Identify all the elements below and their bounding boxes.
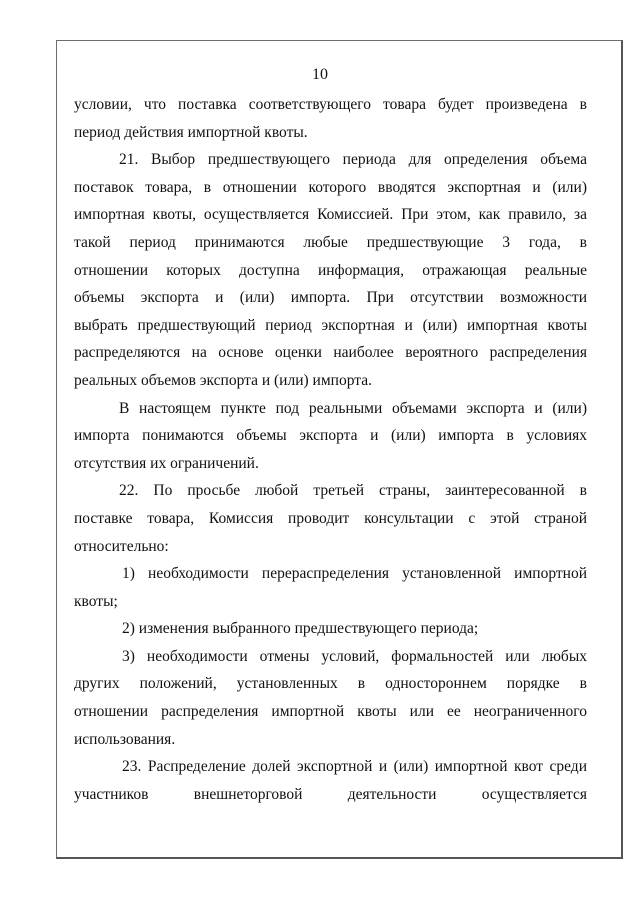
text-line: выбрать предшествующий период экспортная и (или) импортная квоты [74, 316, 587, 334]
text-line: период действия импортной квоты. [74, 123, 308, 141]
text-line: относительно: [74, 537, 169, 555]
page-number: 10 [312, 66, 328, 83]
document-body [74, 91, 587, 808]
text-line: поставке товара, Комиссия проводит консультации с этой страной [74, 509, 587, 527]
list-item-3: 3) необходимости отмены условий, формальностей или любых [122, 647, 587, 665]
text-line: использования. [74, 730, 176, 748]
text-line: отсутствия их ограничений. [74, 454, 259, 472]
paragraph-definition-start: В настоящем пункте под реальными объемами экспорта и (или) [119, 399, 587, 417]
paragraph-23-start: 23. Распределение долей экспортной и (или) импортной квот среди [122, 758, 587, 776]
paragraph-21-start: 21. Выбор предшествующего периода для определения объема [119, 151, 587, 169]
text-line: других положений, установленных в одностороннем порядке в [74, 675, 587, 693]
text-line: импорта понимаются объемы экспорта и (или) импорта в условиях [74, 427, 587, 445]
paragraph-22-start: 22. По просьбе любой третьей страны, заинтересованной в [119, 482, 587, 500]
text-line: такой период принимаются любые предшествующие 3 года, в [74, 233, 587, 251]
text-line: условии, что поставка соответствующего товара будет произведена в [74, 96, 587, 113]
text-line: импортная квоты, осуществляется Комиссией. При этом, как правило, за [74, 206, 587, 224]
list-item-2: 2) изменения выбранного предшествующего периода; [122, 620, 479, 638]
list-item-1: 1) необходимости перераспределения установленной импортной [122, 565, 587, 583]
text-line: отношении которых доступна информация, отражающая реальные [74, 261, 587, 279]
text-line: реальных объемов экспорта и (или) импорта. [74, 371, 372, 389]
text-line: поставок товара, в отношении которого вводятся экспортная и (или) [74, 178, 587, 196]
text-line: объемы экспорта и (или) импорта. При отсутствии возможности [74, 289, 587, 307]
text-line: распределяются на основе оценки наиболее вероятного распределения [74, 344, 587, 362]
text-line: отношении распределения импортной квоты или ее неограниченного [74, 703, 587, 721]
text-line: квоты; [74, 592, 118, 610]
text-line: участников внешнеторговой деятельности осуществляется [74, 785, 587, 803]
